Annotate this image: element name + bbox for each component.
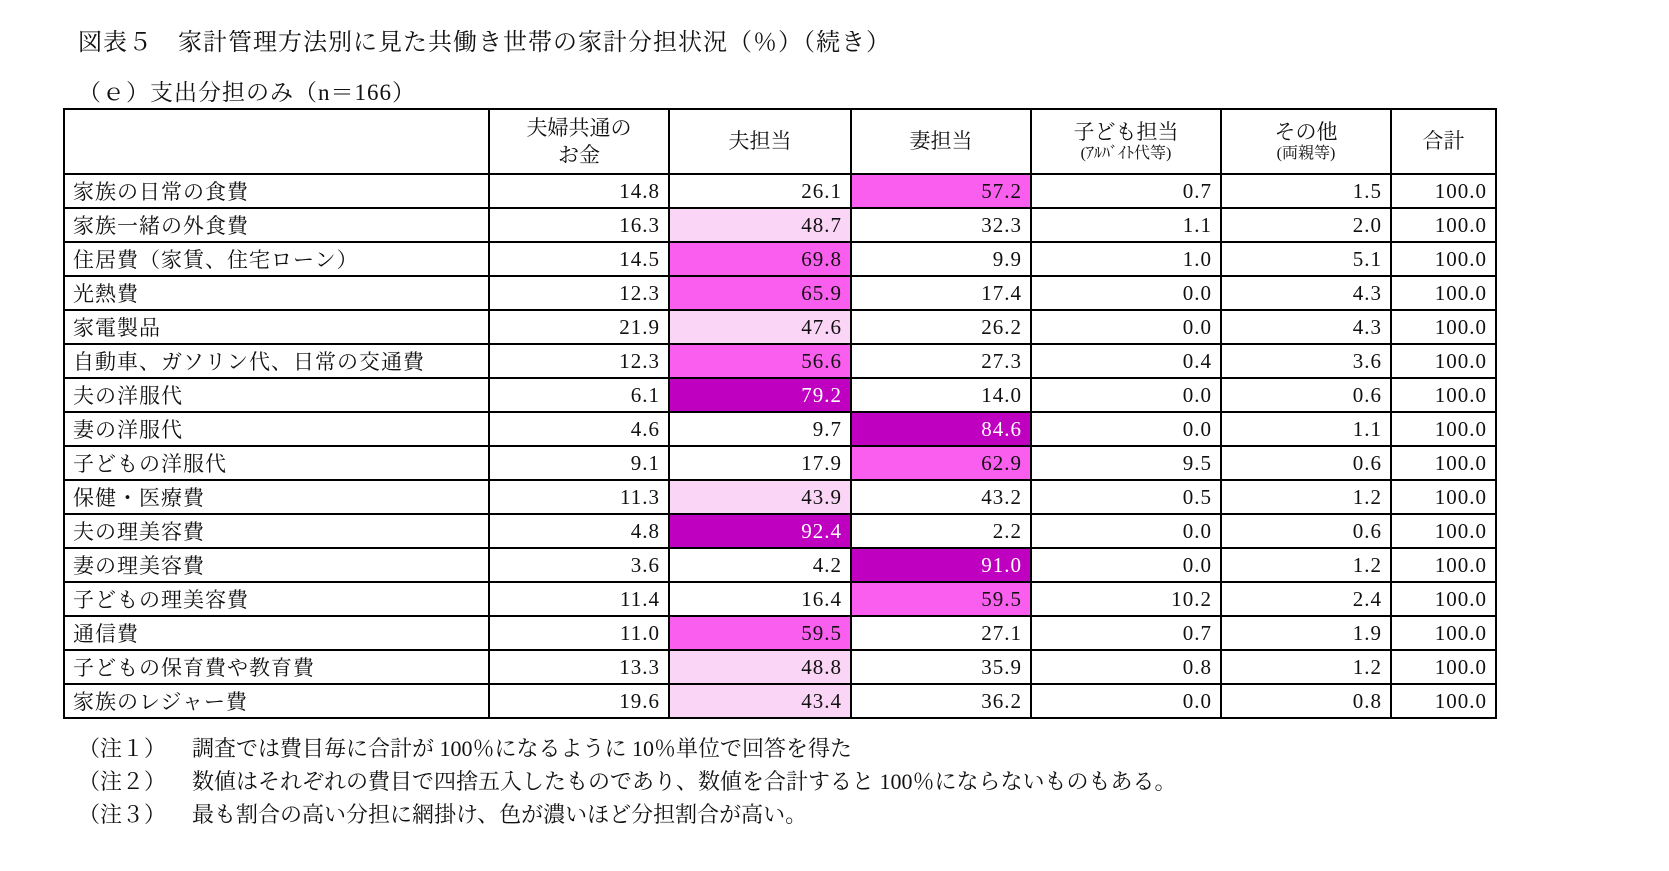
value-cell: 1.0 (1031, 242, 1221, 276)
value-cell: 0.0 (1031, 412, 1221, 446)
value-cell: 100.0 (1391, 174, 1496, 208)
table-row (64, 412, 1496, 446)
value-cell: 100.0 (1391, 650, 1496, 684)
value-cell: 100.0 (1391, 344, 1496, 378)
column-header-cell: 妻担当 (851, 109, 1031, 174)
value-cell: 0.6 (1221, 446, 1391, 480)
value-cell: 1.2 (1221, 548, 1391, 582)
value-cell: 100.0 (1391, 684, 1496, 718)
value-cell: 4.6 (489, 412, 669, 446)
value-cell: 17.9 (669, 446, 851, 480)
row-label-cell: 光熱費 (64, 276, 489, 310)
table-row (64, 446, 1496, 480)
footnote-text: 数値はそれぞれの費目で四捨五入したものであり、数値を合計すると 100％にならないものもある。 (192, 769, 1177, 794)
value-cell: 1.2 (1221, 650, 1391, 684)
value-cell: 43.2 (851, 480, 1031, 514)
footnote (78, 732, 1177, 765)
value-cell: 27.1 (851, 616, 1031, 650)
value-cell: 0.5 (1031, 480, 1221, 514)
column-header-subtext: (ｱﾙﾊﾞｲﾄ代等) (1080, 145, 1172, 163)
value-cell: 11.0 (489, 616, 669, 650)
table-row (64, 548, 1496, 582)
highlighted-value-cell: 43.9 (669, 480, 851, 514)
highlighted-value-cell: 59.5 (851, 582, 1031, 616)
row-label-cell: 自動車、ガソリン代、日常の交通費 (64, 344, 489, 378)
row-label-cell: 通信費 (64, 616, 489, 650)
table-row (64, 378, 1496, 412)
value-cell: 1.1 (1031, 208, 1221, 242)
value-cell: 1.1 (1221, 412, 1391, 446)
expense-share-table (63, 108, 1497, 719)
value-cell: 12.3 (489, 276, 669, 310)
value-cell: 4.8 (489, 514, 669, 548)
value-cell: 100.0 (1391, 514, 1496, 548)
value-cell: 11.3 (489, 480, 669, 514)
value-cell: 13.3 (489, 650, 669, 684)
table-row (64, 616, 1496, 650)
value-cell: 0.4 (1031, 344, 1221, 378)
value-cell: 14.5 (489, 242, 669, 276)
value-cell: 9.1 (489, 446, 669, 480)
value-cell: 0.0 (1031, 684, 1221, 718)
value-cell: 0.7 (1031, 616, 1221, 650)
value-cell: 100.0 (1391, 310, 1496, 344)
footnote (78, 765, 1177, 798)
value-cell: 4.3 (1221, 310, 1391, 344)
column-header-cell: その他 (両親等) (1221, 109, 1391, 174)
value-cell: 21.9 (489, 310, 669, 344)
row-label-cell: 住居費（家賃、住宅ローン） (64, 242, 489, 276)
highlighted-value-cell: 92.4 (669, 514, 851, 548)
value-cell: 14.0 (851, 378, 1031, 412)
value-cell: 100.0 (1391, 582, 1496, 616)
value-cell: 11.4 (489, 582, 669, 616)
column-header-cell: 子ども担当 (ｱﾙﾊﾞｲﾄ代等) (1031, 109, 1221, 174)
row-label-cell: 妻の理美容費 (64, 548, 489, 582)
footnotes (78, 732, 1177, 831)
value-cell: 0.7 (1031, 174, 1221, 208)
row-label-cell: 子どもの理美容費 (64, 582, 489, 616)
table-row (64, 344, 1496, 378)
value-cell: 32.3 (851, 208, 1031, 242)
highlighted-value-cell: 48.8 (669, 650, 851, 684)
footnote-label: （注１） (78, 736, 167, 761)
highlighted-value-cell: 47.6 (669, 310, 851, 344)
value-cell: 35.9 (851, 650, 1031, 684)
value-cell: 100.0 (1391, 446, 1496, 480)
value-cell: 0.0 (1031, 514, 1221, 548)
highlighted-value-cell: 48.7 (669, 208, 851, 242)
value-cell: 26.1 (669, 174, 851, 208)
row-label-cell: 夫の洋服代 (64, 378, 489, 412)
value-cell: 3.6 (1221, 344, 1391, 378)
value-cell: 14.8 (489, 174, 669, 208)
value-cell: 100.0 (1391, 242, 1496, 276)
row-label-cell: 家電製品 (64, 310, 489, 344)
value-cell: 12.3 (489, 344, 669, 378)
value-cell: 0.6 (1221, 514, 1391, 548)
row-label-cell: 子どもの洋服代 (64, 446, 489, 480)
value-cell: 19.6 (489, 684, 669, 718)
table-header-row (64, 109, 1496, 174)
value-cell: 1.9 (1221, 616, 1391, 650)
highlighted-value-cell: 43.4 (669, 684, 851, 718)
highlighted-value-cell: 57.2 (851, 174, 1031, 208)
column-header-cell: 夫担当 (669, 109, 851, 174)
row-label-cell: 保健・医療費 (64, 480, 489, 514)
value-cell: 2.0 (1221, 208, 1391, 242)
table-row (64, 480, 1496, 514)
row-label-cell: 家族一緒の外食費 (64, 208, 489, 242)
column-header-cell: 合計 (1391, 109, 1496, 174)
footnote-label: （注３） (78, 802, 167, 827)
value-cell: 100.0 (1391, 412, 1496, 446)
row-label-cell: 家族のレジャー費 (64, 684, 489, 718)
value-cell: 0.0 (1031, 548, 1221, 582)
value-cell: 1.5 (1221, 174, 1391, 208)
row-label-cell: 家族の日常の食費 (64, 174, 489, 208)
table-row (64, 276, 1496, 310)
value-cell: 100.0 (1391, 378, 1496, 412)
value-cell: 9.9 (851, 242, 1031, 276)
value-cell: 0.0 (1031, 310, 1221, 344)
value-cell: 36.2 (851, 684, 1031, 718)
value-cell: 0.8 (1221, 684, 1391, 718)
footnote (78, 798, 1177, 831)
value-cell: 9.7 (669, 412, 851, 446)
value-cell: 5.1 (1221, 242, 1391, 276)
row-label-cell: 子どもの保育費や教育費 (64, 650, 489, 684)
value-cell: 100.0 (1391, 480, 1496, 514)
column-header-cell: 夫婦共通の お金 (489, 109, 669, 174)
row-label-cell: 妻の洋服代 (64, 412, 489, 446)
value-cell: 100.0 (1391, 276, 1496, 310)
value-cell: 2.2 (851, 514, 1031, 548)
footnote-text: 調査では費目毎に合計が 100％になるように 10％単位で回答を得た (192, 736, 853, 761)
figure-title: 図表５ 家計管理方法別に見た共働き世帯の家計分担状況（％）（続き） (78, 30, 891, 56)
value-cell: 9.5 (1031, 446, 1221, 480)
column-header-subtext: (両親等) (1276, 145, 1336, 163)
value-cell: 16.3 (489, 208, 669, 242)
value-cell: 3.6 (489, 548, 669, 582)
table-row (64, 650, 1496, 684)
figure-subtitle: （ｅ）支出分担のみ（n＝166） (78, 80, 416, 105)
highlighted-value-cell: 84.6 (851, 412, 1031, 446)
value-cell: 27.3 (851, 344, 1031, 378)
value-cell: 6.1 (489, 378, 669, 412)
highlighted-value-cell: 91.0 (851, 548, 1031, 582)
table-header-row (64, 109, 1496, 174)
footnote-text: 最も割合の高い分担に網掛け、色が濃いほど分担割合が高い。 (192, 802, 808, 827)
value-cell: 16.4 (669, 582, 851, 616)
highlighted-value-cell: 69.8 (669, 242, 851, 276)
table-row (64, 242, 1496, 276)
highlighted-value-cell: 56.6 (669, 344, 851, 378)
value-cell: 100.0 (1391, 208, 1496, 242)
highlighted-value-cell: 79.2 (669, 378, 851, 412)
value-cell: 2.4 (1221, 582, 1391, 616)
value-cell: 0.0 (1031, 378, 1221, 412)
value-cell: 17.4 (851, 276, 1031, 310)
highlighted-value-cell: 59.5 (669, 616, 851, 650)
value-cell: 26.2 (851, 310, 1031, 344)
value-cell: 100.0 (1391, 616, 1496, 650)
value-cell: 4.2 (669, 548, 851, 582)
table-row (64, 174, 1496, 208)
value-cell: 100.0 (1391, 548, 1496, 582)
table-row (64, 310, 1496, 344)
value-cell: 10.2 (1031, 582, 1221, 616)
corner-header-cell (64, 109, 489, 174)
highlighted-value-cell: 62.9 (851, 446, 1031, 480)
table-row (64, 208, 1496, 242)
highlighted-value-cell: 65.9 (669, 276, 851, 310)
value-cell: 1.2 (1221, 480, 1391, 514)
table-body (64, 174, 1496, 718)
table-row (64, 684, 1496, 718)
footnote-label: （注２） (78, 769, 167, 794)
value-cell: 0.0 (1031, 276, 1221, 310)
value-cell: 4.3 (1221, 276, 1391, 310)
table-row (64, 582, 1496, 616)
value-cell: 0.6 (1221, 378, 1391, 412)
row-label-cell: 夫の理美容費 (64, 514, 489, 548)
table-row (64, 514, 1496, 548)
value-cell: 0.8 (1031, 650, 1221, 684)
